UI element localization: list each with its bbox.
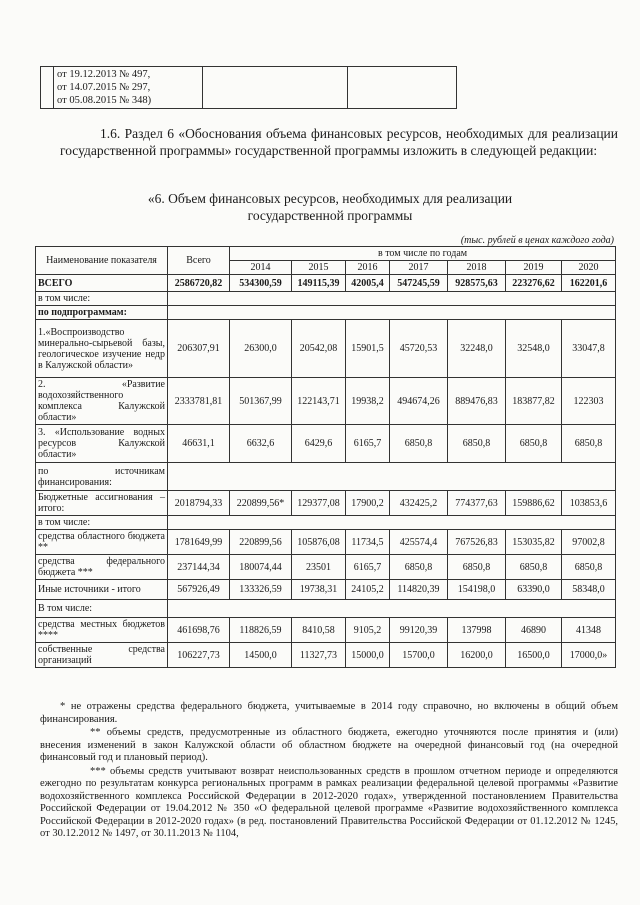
fragment-cell — [41, 67, 54, 109]
value-cell: 46890 — [506, 618, 562, 643]
value-cell: 149115,39 — [292, 275, 346, 292]
value-cell: 122143,71 — [292, 378, 346, 425]
value-cell: 118826,59 — [230, 618, 292, 643]
value-cell: 24105,2 — [346, 580, 390, 600]
value-cell: 32548,0 — [506, 320, 562, 378]
row-label: Бюджетные ассигнования – итого: — [36, 491, 168, 516]
value-cell: 237144,34 — [168, 555, 230, 580]
value-cell: 19938,2 — [346, 378, 390, 425]
value-cell: 162201,6 — [562, 275, 616, 292]
value-cell: 6850,8 — [448, 555, 506, 580]
fragment-cell — [348, 67, 457, 109]
value-cell: 501367,99 — [230, 378, 292, 425]
value-cell: 8410,58 — [292, 618, 346, 643]
value-cell: 58348,0 — [562, 580, 616, 600]
value-cell: 183877,82 — [506, 378, 562, 425]
value-cell: 105876,08 — [292, 530, 346, 555]
header-total: Всего — [168, 247, 230, 275]
fragment-line: от 14.07.2015 № 297, — [57, 82, 151, 93]
fragment-line: от 05.08.2015 № 348) — [57, 95, 152, 106]
footnote: *** объемы средств учитывают возврат неиспользованных средств в прошлом отчетном периоде и определяются ежегодно по результатам конкурса региональных программ в рамках реализации федеральной целевой программы «Развитие водохозяйственного комплекса Российской Федерации в 2012-2020 годах», утвержденной постановлением Правительства Российской Федерации от 19.04.2012 № 350 «О федеральной целевой программе «Развитие водохозяйственного комплекса Российской Федерации в 2012-2020 годах» (в ред. постановлений Правительства Российской Федерации от 01.12.2012 № 1245, от 30.12.2012 № 1497, от 30.11.2013 № 1104, — [40, 765, 618, 839]
value-cell: 99120,39 — [390, 618, 448, 643]
value-cell: 159886,62 — [506, 491, 562, 516]
value-cell: 432425,2 — [390, 491, 448, 516]
value-cell: 46631,1 — [168, 425, 230, 463]
value-cell: 6165,7 — [346, 425, 390, 463]
row-label: Иные источники - итого — [36, 580, 168, 600]
table-row — [36, 516, 616, 530]
table-body — [36, 275, 616, 668]
table-row — [36, 600, 616, 618]
value-cell: 6850,8 — [390, 425, 448, 463]
header-year: 2017 — [390, 261, 448, 275]
empty-cell — [168, 516, 616, 530]
table-row — [36, 275, 616, 292]
table-row — [36, 425, 616, 463]
value-cell: 17000,0» — [562, 643, 616, 668]
units-note: (тыс. рублей в ценах каждого года) — [460, 235, 614, 246]
value-cell: 6850,8 — [506, 425, 562, 463]
value-cell: 14500,0 — [230, 643, 292, 668]
value-cell: 767526,83 — [448, 530, 506, 555]
value-cell: 11327,73 — [292, 643, 346, 668]
value-cell: 103853,6 — [562, 491, 616, 516]
footnotes — [40, 701, 618, 842]
value-cell: 928575,63 — [448, 275, 506, 292]
value-cell: 206307,91 — [168, 320, 230, 378]
table-row — [36, 463, 616, 491]
row-label: в том числе: — [36, 292, 168, 306]
header-name: Наименование показателя — [36, 247, 168, 275]
row-label: 3. «Использование водных ресурсов Калужской области» — [36, 425, 168, 463]
value-cell: 494674,26 — [390, 378, 448, 425]
value-cell: 20542,08 — [292, 320, 346, 378]
value-cell: 180074,44 — [230, 555, 292, 580]
value-cell: 2333781,81 — [168, 378, 230, 425]
empty-cell — [168, 292, 616, 306]
value-cell: 223276,62 — [506, 275, 562, 292]
value-cell: 41348 — [562, 618, 616, 643]
header-year: 2018 — [448, 261, 506, 275]
fragment-cell — [203, 67, 348, 109]
value-cell: 106227,73 — [168, 643, 230, 668]
value-cell: 45720,53 — [390, 320, 448, 378]
value-cell: 534300,59 — [230, 275, 292, 292]
value-cell: 6850,8 — [562, 555, 616, 580]
value-cell: 63390,0 — [506, 580, 562, 600]
value-cell: 16200,0 — [448, 643, 506, 668]
value-cell: 6850,8 — [562, 425, 616, 463]
value-cell: 6850,8 — [390, 555, 448, 580]
row-label: по подпрограммам: — [36, 306, 168, 320]
previous-table-fragment — [40, 66, 457, 109]
row-label: средства федерального бюджета *** — [36, 555, 168, 580]
value-cell: 220899,56* — [230, 491, 292, 516]
value-cell: 220899,56 — [230, 530, 292, 555]
financial-resources-table — [35, 246, 616, 668]
value-cell: 122303 — [562, 378, 616, 425]
header-year: 2019 — [506, 261, 562, 275]
value-cell: 15901,5 — [346, 320, 390, 378]
table-row — [36, 378, 616, 425]
footnote: ** объемы средств, предусмотренные из областного бюджета, ежегодно уточняются после принятия и (или) внесения изменений в закон Калужской области об областном бюджете на очередной финансовый год (на очередной финансовый год и плановый период). — [40, 727, 618, 763]
value-cell: 15000,0 — [346, 643, 390, 668]
footnote: * не отражены средства федерального бюджета, учитываемые в 2014 году справочно, но включены в общий объем финансирования. — [40, 701, 618, 725]
row-label: 1.«Воспроизводство минерально-сырьевой базы, геологическое изучение недр в Калужской области» — [36, 320, 168, 378]
value-cell: 153035,82 — [506, 530, 562, 555]
table-row — [36, 530, 616, 555]
value-cell: 23501 — [292, 555, 346, 580]
table-row — [36, 320, 616, 378]
table-row — [36, 580, 616, 600]
row-label: в том числе: — [36, 516, 168, 530]
value-cell: 1781649,99 — [168, 530, 230, 555]
row-label: В том числе: — [36, 600, 168, 618]
value-cell: 97002,8 — [562, 530, 616, 555]
row-label: собственные средства организаций — [36, 643, 168, 668]
value-cell: 547245,59 — [390, 275, 448, 292]
empty-cell — [168, 306, 616, 320]
value-cell: 6632,6 — [230, 425, 292, 463]
value-cell: 889476,83 — [448, 378, 506, 425]
value-cell: 6165,7 — [346, 555, 390, 580]
header-year: 2020 — [562, 261, 616, 275]
empty-cell — [168, 600, 616, 618]
value-cell: 2586720,82 — [168, 275, 230, 292]
header-year: 2015 — [292, 261, 346, 275]
value-cell: 11734,5 — [346, 530, 390, 555]
value-cell: 133326,59 — [230, 580, 292, 600]
value-cell: 114820,39 — [390, 580, 448, 600]
header-year: 2016 — [346, 261, 390, 275]
value-cell: 6850,8 — [448, 425, 506, 463]
header-year: 2014 — [230, 261, 292, 275]
section-heading: «6. Объем финансовых ресурсов, необходимых для реализации государственной программы — [147, 191, 513, 223]
empty-cell — [168, 463, 616, 491]
row-label: 2. «Развитие водохозяйственного комплекса Калужской области» — [36, 378, 168, 425]
value-cell: 137998 — [448, 618, 506, 643]
value-cell: 774377,63 — [448, 491, 506, 516]
value-cell: 26300,0 — [230, 320, 292, 378]
value-cell: 42005,4 — [346, 275, 390, 292]
table-row — [36, 618, 616, 643]
header-years-group: в том числе по годам — [230, 247, 616, 261]
fragment-cell-text — [54, 67, 203, 109]
value-cell: 461698,76 — [168, 618, 230, 643]
value-cell: 129377,08 — [292, 491, 346, 516]
value-cell: 425574,4 — [390, 530, 448, 555]
value-cell: 15700,0 — [390, 643, 448, 668]
value-cell: 154198,0 — [448, 580, 506, 600]
row-label: ВСЕГО — [36, 275, 168, 292]
row-label: по источникам финансирования: — [36, 463, 168, 491]
value-cell: 17900,2 — [346, 491, 390, 516]
value-cell: 6850,8 — [506, 555, 562, 580]
value-cell: 19738,31 — [292, 580, 346, 600]
table-row — [36, 555, 616, 580]
value-cell: 6429,6 — [292, 425, 346, 463]
table-row — [36, 643, 616, 668]
amendment-paragraph: 1.6. Раздел 6 «Обоснования объема финансовых ресурсов, необходимых для реализации государственной программы» государственной программы изложить в следующей редакции: — [60, 126, 618, 158]
value-cell: 2018794,33 — [168, 491, 230, 516]
value-cell: 567926,49 — [168, 580, 230, 600]
fragment-line: от 19.12.2013 № 497, — [57, 69, 151, 80]
value-cell: 16500,0 — [506, 643, 562, 668]
row-label: средства областного бюджета ** — [36, 530, 168, 555]
value-cell: 33047,8 — [562, 320, 616, 378]
table-row — [36, 292, 616, 306]
row-label: средства местных бюджетов **** — [36, 618, 168, 643]
value-cell: 9105,2 — [346, 618, 390, 643]
table-row — [36, 491, 616, 516]
table-row — [36, 306, 616, 320]
value-cell: 32248,0 — [448, 320, 506, 378]
